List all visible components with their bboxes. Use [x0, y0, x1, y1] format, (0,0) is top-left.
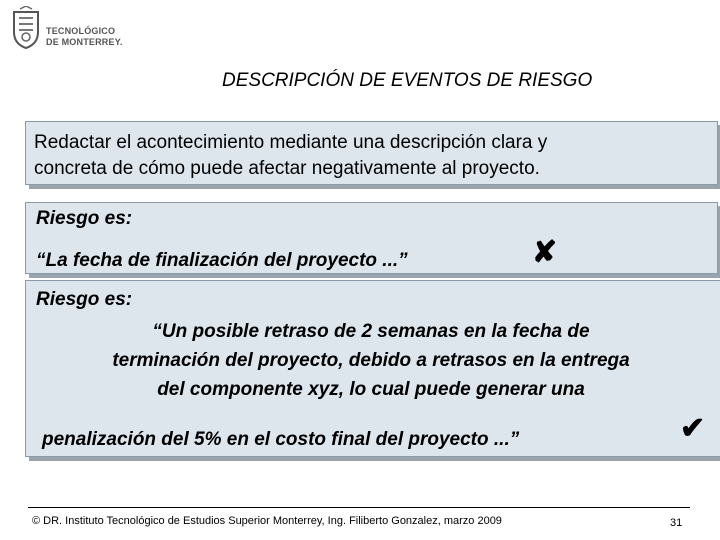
slide-title: DESCRIPCIÓN DE EVENTOS DE RIESGO	[222, 70, 593, 91]
cross-mark-icon: ✘	[532, 236, 558, 269]
instruction-text: Redactar el acontecimiento mediante una descripción clara y concreta de cómo puede afectar negativamente al proyecto.	[34, 132, 548, 179]
page-number: 31	[670, 517, 683, 529]
bad-example-quote: “La fecha de finalización del proyecto ...”	[36, 250, 408, 271]
good-example-last-line: penalización del 5% en el costo final del proyecto ...”	[42, 429, 520, 450]
footer-copyright: © DR. Instituto Tecnológico de Estudios Superior Monterrey, Ing. Filiberto Gonzalez, marzo 2009	[32, 515, 502, 527]
good-example-label: Riesgo es:	[36, 289, 133, 310]
logo-text: TECNOLÓGICO DE MONTERREY.	[46, 26, 123, 47]
footer-divider	[28, 507, 690, 508]
institution-seal-icon	[10, 6, 42, 50]
bad-example-label: Riesgo es:	[36, 208, 133, 229]
instruction-box	[25, 121, 718, 185]
good-example-box	[25, 280, 720, 457]
good-example-text: “Un posible retraso de 2 semanas en la fecha de terminación del proyecto, debido a retrasos en la entrega del componente xyz, lo cual puede generar una	[112, 321, 630, 400]
check-mark-icon: ✔	[680, 412, 706, 445]
bad-example-box	[25, 202, 718, 274]
institution-logo	[10, 6, 130, 52]
